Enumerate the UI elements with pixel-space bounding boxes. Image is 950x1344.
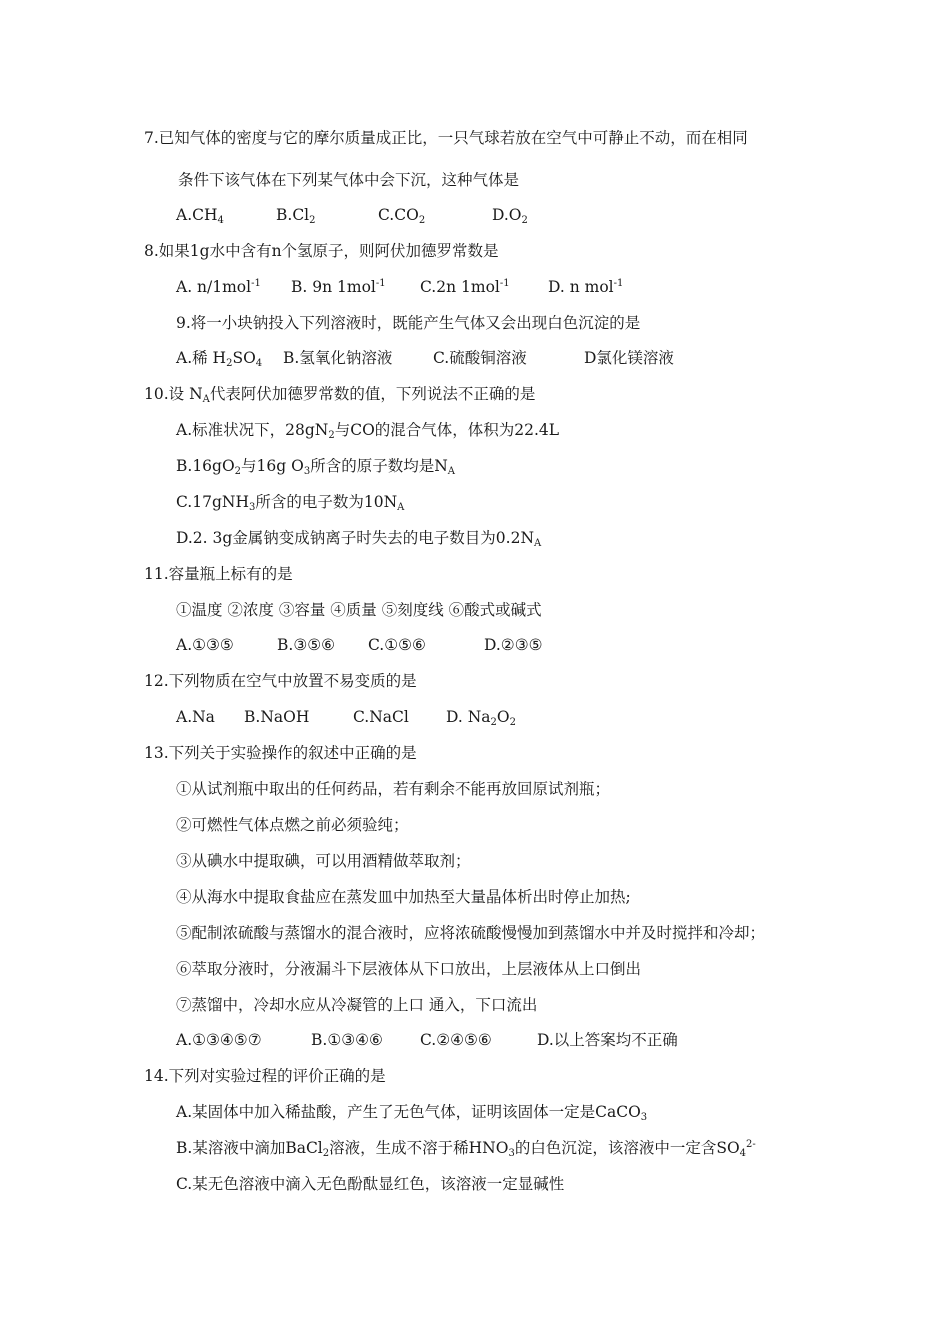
q7-stem-line1: 7.已知气体的密度与它的摩尔质量成正比，一只气球若放在空气中可静止不动，而在相同 bbox=[144, 129, 748, 147]
q13-statement-7: ⑦蒸馏中，冷却水应从冷凝管的上口 通入，下口流出 bbox=[176, 996, 538, 1014]
q12-option-d: D. $Na_2O_2$ bbox=[446, 708, 517, 728]
q9-option-a: A.稀 $H_2SO_4$ bbox=[176, 349, 263, 369]
q8-option-b: B. 9n 1mol$^{-1}$ bbox=[291, 278, 386, 296]
q13-stem: 13.下列关于实验操作的叙述中正确的是 bbox=[144, 744, 417, 762]
q14-option-a: A.某固体中加入稀盐酸，产生了无色气体，证明该固体一定是CaCO$_3$ bbox=[176, 1103, 648, 1123]
q13-statement-4: ④从海水中提取食盐应在蒸发皿中加热至大量晶体析出时停止加热; bbox=[176, 888, 631, 906]
q9-option-b: B.氢氧化钠溶液 bbox=[283, 349, 393, 367]
q11-items: ①温度 ②浓度 ③容量 ④质量 ⑤刻度线 ⑥酸式或碱式 bbox=[176, 601, 542, 619]
q7-stem-line2: 条件下该气体在下列某气体中会下沉，这种气体是 bbox=[178, 171, 520, 189]
q12-option-b: B.NaOH bbox=[244, 708, 310, 726]
q11-option-a: A.①③⑤ bbox=[176, 636, 234, 654]
q13-statement-5: ⑤配制浓硫酸与蒸馏水的混合液时，应将浓硫酸慢慢加到蒸馏水中并及时搅拌和冷却； bbox=[176, 924, 766, 942]
q14-option-c: C.某无色溶液中滴入无色酚酞显红色，该溶液一定显碱性 bbox=[176, 1175, 565, 1193]
q10-option-d: D.2. 3g金属钠变成钠离子时失去的电子数目为$0.2N_A$ bbox=[176, 529, 542, 549]
q12-stem: 12.下列物质在空气中放置不易变质的是 bbox=[144, 672, 417, 690]
q13-statement-3: ③从碘水中提取碘，可以用酒精做萃取剂； bbox=[176, 852, 471, 870]
q9-option-d: D氯化镁溶液 bbox=[584, 349, 674, 367]
q9-option-c: C.硫酸铜溶液 bbox=[433, 349, 527, 367]
q8-option-a: A. n/1mol$^{-1}$ bbox=[176, 278, 261, 296]
q7-option-d: $D.O_2$ bbox=[492, 206, 528, 226]
q13-option-c: C.②④⑤⑥ bbox=[420, 1031, 492, 1049]
q13-statement-2: ②可燃性气体点燃之前必须验纯； bbox=[176, 816, 409, 834]
q13-option-d: D.以上答案均不正确 bbox=[537, 1031, 678, 1049]
q10-option-c: C.17gNH$_3$所含的电子数为$10N_A$ bbox=[176, 493, 405, 513]
q9-stem: 9.将一小块钠投入下列溶液时，既能产生气体又会出现白色沉淀的是 bbox=[176, 314, 641, 332]
q12-option-a: A.Na bbox=[176, 708, 215, 726]
q13-option-b: B.①③④⑥ bbox=[311, 1031, 383, 1049]
q8-stem: 8.如果1g水中含有n个氢原子，则阿伏加德罗常数是 bbox=[144, 242, 499, 260]
q11-option-d: D.②③⑤ bbox=[484, 636, 543, 654]
q8-option-d: D. n mol$^{-1}$ bbox=[548, 278, 624, 296]
q12-option-c: C.NaCl bbox=[353, 708, 409, 726]
q7-option-c: $C.CO_2$ bbox=[378, 206, 426, 226]
q11-option-c: C.①⑤⑥ bbox=[368, 636, 426, 654]
q13-statement-1: ①从试剂瓶中取出的任何药品，若有剩余不能再放回原试剂瓶； bbox=[176, 780, 611, 798]
q14-stem: 14.下列对实验过程的评价正确的是 bbox=[144, 1067, 386, 1085]
q10-option-b: $B.16gO_2$与16g $O_3$所含的原子数均是$N_A$ bbox=[176, 457, 456, 477]
q8-option-c: C.2n 1mol$^{-1}$ bbox=[420, 278, 510, 296]
q11-stem: 11.容量瓶上标有的是 bbox=[144, 565, 293, 583]
q11-option-b: B.③⑤⑥ bbox=[277, 636, 336, 654]
q7-option-a: $A.CH_4$ bbox=[176, 206, 224, 226]
q14-option-b: B.某溶液中滴加BaCl$_2$溶液，生成不溶于稀$HNO_3$的白色沉淀，该溶液中一定含$SO_4^{2-}$ bbox=[176, 1139, 756, 1159]
q13-statement-6: ⑥萃取分液时，分液漏斗下层液体从下口放出，上层液体从上口倒出 bbox=[176, 960, 642, 978]
q10-option-a: A.标准状况下，$28gN_2$与CO的混合气体，体积为22.4L bbox=[176, 421, 560, 441]
q10-stem: 10.设 $N_A$代表阿伏加德罗常数的值，下列说法不正确的是 bbox=[144, 385, 536, 405]
q13-option-a: A.①③④⑤⑦ bbox=[176, 1031, 262, 1049]
q7-option-b: $B.Cl_2$ bbox=[276, 206, 316, 226]
